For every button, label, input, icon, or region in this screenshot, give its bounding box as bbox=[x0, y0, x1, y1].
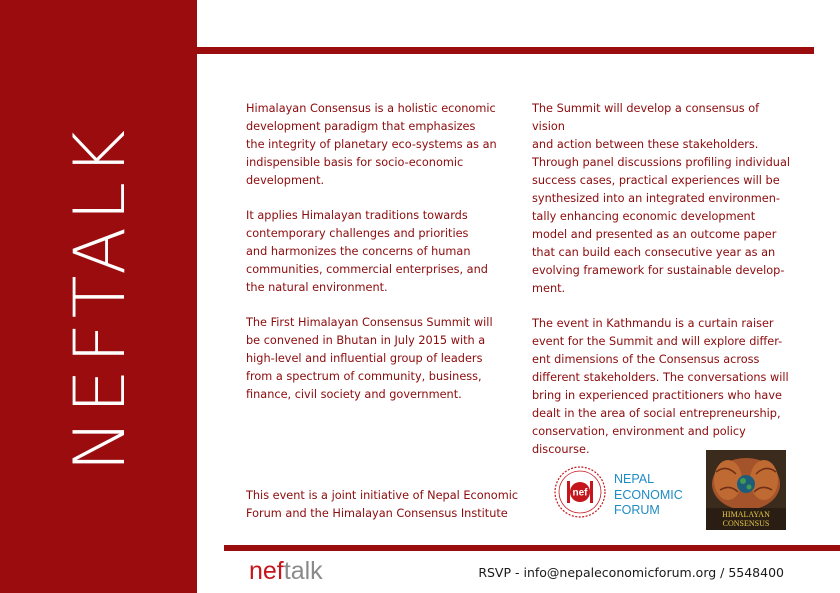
nef-name-line: NEPAL bbox=[614, 472, 655, 486]
hc-logo-label: HIMALAYAN bbox=[722, 510, 770, 519]
hc-logo-label: CONSENSUS bbox=[722, 519, 770, 528]
himalayan-consensus-logo bbox=[706, 450, 786, 530]
nef-logo-mark: nef bbox=[572, 487, 588, 499]
rsvp-contact: RSVP - info@nepaleconomicforum.org / 5548400 bbox=[478, 565, 784, 580]
nef-name-line: ECONOMIC bbox=[614, 487, 683, 502]
right-column bbox=[532, 100, 794, 476]
neftalk-footer-logo bbox=[249, 557, 323, 585]
bottom-divider bbox=[224, 545, 840, 551]
nef-logo-icon bbox=[553, 465, 607, 519]
nef-name-line: FORUM bbox=[614, 503, 660, 517]
left-paragraph-3: The First Himalayan Consensus Summit will be convened in Bhutan in July 2015 with a high-level and influential group of leaders from a spectrum of community, business, finance, civil society and government. bbox=[246, 316, 493, 401]
left-column bbox=[246, 100, 516, 421]
right-paragraph-1: The Summit will develop a consensus of vision and action between these stakeholders. Through panel discussions profiling individual success cases, practical experiences will be synthesized into an integrated environmen- tally enhancing economic development model and presented as an outcome paper that can build each consecutive year as an evolving framework for sustainable develop- ment. bbox=[532, 102, 791, 295]
top-divider bbox=[197, 47, 814, 54]
left-paragraph-1: Himalayan Consensus is a holistic economic development paradigm that emphasizes the integrity of planetary eco-systems as an indispensible basis for socio-economic development. bbox=[246, 102, 497, 187]
right-paragraph-2: The event in Kathmandu is a curtain raiser event for the Summit and will explore differ- ent dimensions of the Consensus across different stakeholders. The conversations will bring in experienced practitioners who have dealt in the area of social entrepreneurship, conservation, environment and policy discourse. bbox=[532, 317, 789, 456]
vertical-title: NEFTALK bbox=[59, 124, 141, 472]
footer-logo-part1: nef bbox=[249, 557, 284, 585]
joint-initiative-note: This event is a joint initiative of Nepal Economic Forum and the Himalayan Consensus Institute bbox=[246, 489, 519, 520]
footer-logo-part2: talk bbox=[283, 557, 323, 585]
left-paragraph-2: It applies Himalayan traditions towards contemporary challenges and priorities and harmonizes the concerns of human communities, commercial enterprises, and the natural environment. bbox=[246, 209, 488, 294]
sidebar-panel bbox=[0, 0, 197, 593]
nef-logo-name bbox=[614, 472, 683, 519]
